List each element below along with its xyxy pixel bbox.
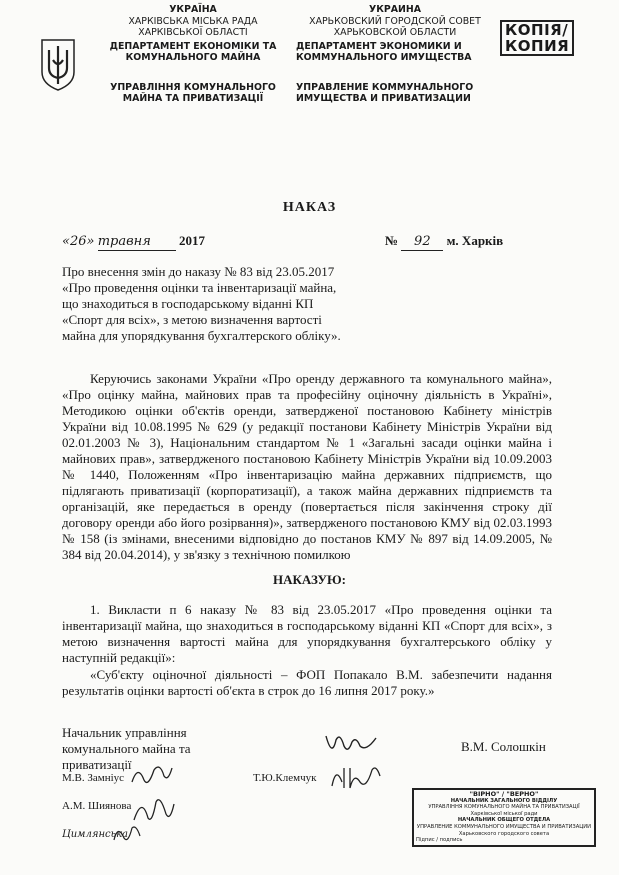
coat-of-arms-icon	[38, 38, 78, 92]
copy-stamp-line2: КОПИЯ	[505, 37, 570, 55]
date-year: 2017	[178, 233, 205, 248]
cert-stamp-line5: НАЧАЛЬНИК ОБЩЕГО ОТДЕЛА	[457, 817, 551, 824]
visa-2-signature-icon	[330, 762, 382, 792]
visa-4-signature-icon	[112, 822, 142, 844]
number-label: №	[385, 233, 399, 248]
cert-stamp-line7: Харьковского городского совета	[458, 830, 550, 837]
document-title: НАКАЗ	[282, 200, 337, 215]
order-heading: НАКАЗУЮ:	[272, 572, 347, 587]
header-left	[98, 4, 288, 105]
date-line	[62, 233, 205, 251]
cert-stamp-line3: УПРАВЛІННЯ КОМУНАЛЬНОГО МАЙНА ТА ПРИВАТИЗАЦІЇ	[428, 804, 580, 811]
header-right	[290, 4, 500, 105]
number-line	[385, 233, 503, 251]
header-left-oblast: ХАРКІВСЬКОЇ ОБЛАСТІ	[138, 27, 248, 38]
header-right-council: ХАРЬКОВСКИЙ ГОРОДСКОЙ СОВЕТ	[309, 15, 481, 27]
visa-4-name: Цимлянська	[62, 829, 129, 840]
date-day: «26»	[62, 234, 95, 249]
header-left-directorate: УПРАВЛІННЯ КОМУНАЛЬНОГО МАЙНА ТА ПРИВАТИЗАЦІЇ	[110, 81, 276, 104]
cert-stamp-line2: НАЧАЛЬНИК ЗАГАЛЬНОГО ВІДДІЛУ	[450, 797, 558, 804]
order-item-1: 1. Викласти п 6 наказу № 83 від 23.05.2017 «Про проведення оцінки та інвентаризації майна, що знаходиться в господарському віданні КП «Спорт для всіх», з метою визначення вартості майна для упорядкування бухгалтерського обліку у наступній редакції»:	[62, 602, 552, 665]
visa-1-name: М.В. Замніус	[62, 772, 125, 784]
cert-stamp-line6: УПРАВЛЕНИЕ КОММУНАЛЬНОГО ИМУЩЕСТВА И ПРИВАТИЗАЦИИ	[416, 823, 592, 830]
head-title: Начальник управління комунального майна та приватизації	[62, 725, 191, 772]
header-right-department: ДЕПАРТАМЕНТ ЭКОНОМИКИ И КОММУНАЛЬНОГО ИМУЩЕСТВА	[296, 40, 472, 63]
certification-stamp	[412, 788, 596, 847]
visa-3-signature-icon	[132, 792, 176, 826]
header-left-council: ХАРКІВСЬКА МІСЬКА РАДА	[128, 15, 258, 27]
head-signature-icon	[322, 730, 382, 760]
header-left-country: УКРАЇНА	[169, 4, 217, 15]
cert-stamp-line1: "ВІРНО" / "ВЕРНО"	[469, 790, 539, 798]
head-name: В.М. Солошкін	[461, 739, 546, 754]
header-right-directorate: УПРАВЛЕНИЕ КОММУНАЛЬНОГО ИМУЩЕСТВА И ПРИВАТИЗАЦИИ	[296, 81, 474, 104]
order-item-1-quote: «Суб'єкту оціночної діяльності – ФОП Попакало В.М. забезпечити надання результатів оцінки вартості об'єкта в строк до 16 липня 2017 року.»	[62, 667, 552, 698]
order-subject: Про внесення змін до наказу № 83 від 23.05.2017 «Про проведення оцінки та інвентаризації майна, що знаходиться в господарському віданні КП «Спорт для всіх», з метою визначення вартості майна для упорядкування бухгалтерского обліку».	[62, 264, 341, 343]
visa-1-signature-icon	[130, 762, 174, 788]
visa-2-name: Т.Ю.Клемчук	[253, 772, 317, 784]
date-month: травня	[98, 234, 176, 251]
copy-stamp	[500, 20, 574, 56]
city: м. Харків	[446, 233, 504, 248]
header-right-country: УКРАИНА	[369, 4, 421, 15]
cert-stamp-line4: Харківської міської ради	[470, 810, 538, 817]
number-value: 92	[401, 234, 443, 251]
visa-3-name: А.М. Шиянова	[62, 800, 132, 812]
copy-stamp-line1: КОПІЯ/	[505, 21, 569, 39]
cert-stamp-line8: Підпис / подпись	[416, 837, 463, 844]
header-right-oblast: ХАРЬКОВСКОЙ ОБЛАСТИ	[333, 27, 457, 38]
preamble: Керуючись законами України «Про оренду державного та комунального майна», «Про оцінку майна, майнових прав та професійну оціночну діяльність в Україні», Методикою оцінки об'єктів оренди, затвердженої постановою Кабінету міністрів України від 10.08.1995 № 629 (у редакції постанови Кабінету Міністрів України від 02.01.2003 № 3), Національним стандартом № 1 «Загальні засади оцінки майна і майнових прав», затвердженого постановою Кабінету Міністрів України від 10.09.2003 № 1440, Положенням «Про інвентаризацію майна державних підприємств, що підлягають приватизації (корпоратизації), а також майна державних підприємств та організацій, яке передається в оренду (повертається після закінчення строку дії договору оренди або його розірвання)», затвердженого постановою КМУ від 02.03.1993 № 158 (із змінами, внесеними відповідно до постанов КМУ № 897 від 14.09.2005, № 384 від 20.04.2014), у зв'язку з технічною помилкою	[62, 371, 552, 562]
header-left-department: ДЕПАРТАМЕНТ ЕКОНОМІКИ ТА КОМУНАЛЬНОГО МАЙНА	[109, 40, 277, 63]
